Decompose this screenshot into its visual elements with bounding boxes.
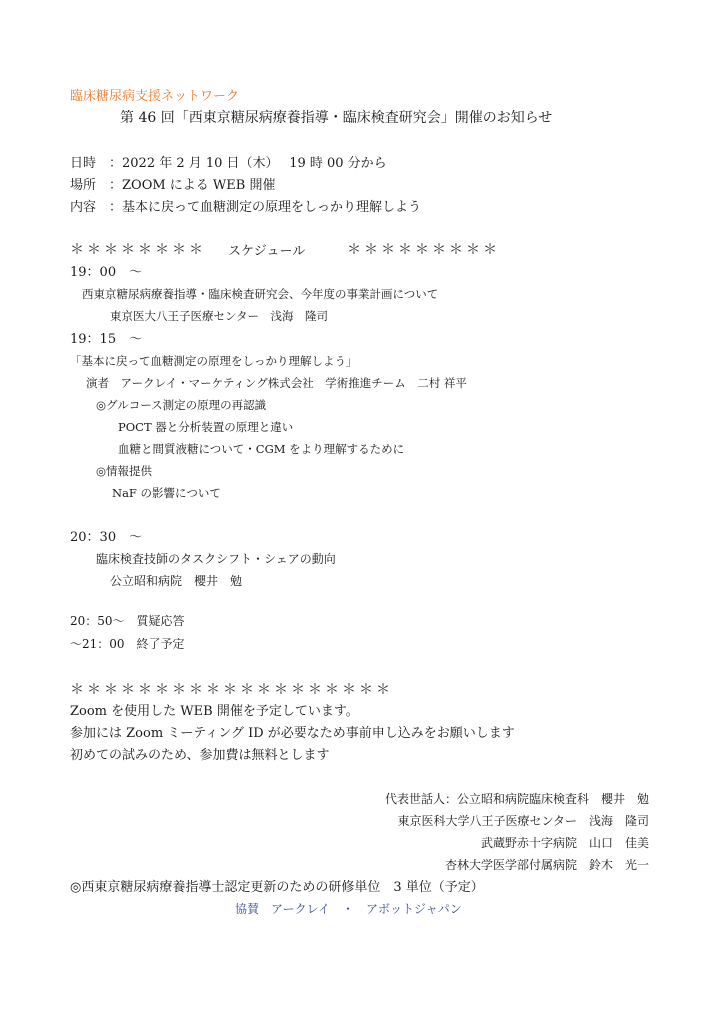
schedule-speaker-3: 公立昭和病院 櫻井 勉	[110, 574, 243, 588]
info-place: 場所 ：ZOOM による WEB 開催	[70, 178, 276, 193]
organizer-3: 武蔵野赤十字病院 山口 佳美	[480, 836, 649, 850]
lecture-topic-1: ◎グルコース測定の原理の再認識	[96, 398, 267, 412]
schedule-time-1900: 19：00 ～	[70, 265, 143, 280]
schedule-time-1915: 19：15 ～	[70, 332, 143, 347]
schedule-qa: 20：50～ 質疑応答	[70, 614, 185, 628]
sponsor-line: 協賛 アークレイ ・ アボットジャパン	[235, 902, 462, 916]
lecture-subtopic-1a: POCT 器と分析装置の原理と違い	[118, 420, 294, 434]
document-title: 第 46 回「西東京糖尿病療養指導・臨床検査研究会」開催のお知らせ	[120, 110, 553, 126]
organizer-4: 杏林大学医学部付属病院 鈴木 光一	[444, 858, 649, 872]
organizer-representative: 代表世話人：公立昭和病院臨床検査科 櫻井 勉	[384, 792, 649, 806]
schedule-time-2030: 20：30 ～	[70, 530, 143, 545]
schedule-stars-left: ＊＊＊＊＊＊＊＊	[70, 242, 206, 258]
lecture-subtopic-1b: 血糖と間質液糖について・CGM をより理解するために	[118, 442, 405, 456]
note-fee: 初めての試みのため、参加費は無料とします	[70, 748, 330, 763]
schedule-speaker-1: 東京医大八王子医療センター 浅海 隆司	[110, 309, 329, 323]
organization-name: 臨床糖尿病支援ネットワーク	[70, 89, 240, 104]
schedule-item-taskshift: 臨床検査技師のタスクシフト・シェアの動向	[96, 552, 336, 566]
divider-stars: ＊＊＊＊＊＊＊＊＊＊＊＊＊＊＊＊＊＊＊	[70, 682, 393, 698]
schedule-heading: スケジュール	[228, 244, 306, 259]
schedule-stars-right: ＊＊＊＊＊＊＊＊＊	[347, 242, 500, 258]
schedule-item-plan: 西東京糖尿病療養指導・臨床検査研究会、今年度の事業計画について	[82, 287, 439, 301]
training-credit: ◎西東京糖尿病療養指導士認定更新のための研修単位 3 単位（予定）	[70, 880, 484, 895]
schedule-end: ～21：00 終了予定	[70, 637, 185, 651]
lecture-topic-2: ◎情報提供	[96, 464, 153, 478]
lecture-subtopic-2a: NaF の影響について	[112, 486, 221, 500]
schedule-lecturer: 演者 アークレイ・マーケティング株式会社 学術推進チーム 二村 祥平	[86, 376, 467, 390]
organizer-2: 東京医科大学八王子医療センター 浅海 隆司	[397, 814, 649, 828]
info-datetime: 日時 ：2022 年 2 月 10 日（木） 19 時 00 分から	[70, 156, 387, 171]
note-registration: 参加には Zoom ミーティング ID が必要なため事前申し込みをお願いします	[70, 726, 515, 741]
schedule-lecture-title: 「基本に戻って血糖測定の原理をしっかり理解しよう」	[70, 354, 358, 368]
note-zoom: Zoom を使用した WEB 開催を予定しています。	[70, 704, 359, 719]
info-content: 内容 ：基本に戻って血糖測定の原理をしっかり理解しよう	[70, 200, 422, 215]
